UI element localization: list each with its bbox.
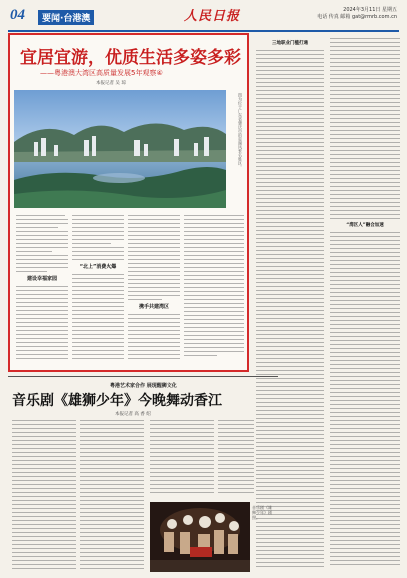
feature-column-4 (184, 215, 244, 367)
feature-column-1 (16, 215, 68, 367)
feature-subhead-1: 建设幸福家园 (26, 276, 57, 282)
feature-photo-caption: 图为位于广东省肇庆市的星湖风景名胜区。 (238, 93, 243, 169)
musical-photo-caption: 音乐剧《雄狮少年》剧照。 (252, 505, 272, 520)
feature-subhead-2: “北上”消费火爆 (79, 264, 117, 270)
right-column-1 (256, 38, 324, 568)
feature-photo (14, 90, 226, 208)
bottom-kicker: 粤港艺术家合作 展现醒狮文化 (110, 383, 177, 389)
stage-performance-image (150, 502, 250, 572)
bottom-byline: 本报记者 高 香 绍 (115, 412, 151, 417)
musical-stage-photo (150, 502, 250, 572)
right-subhead-1: 三地职业门槛打通 (272, 41, 308, 46)
feature-subtitle: ——粤港澳大湾区高质量发展5年观察④ (40, 69, 163, 77)
masthead (8, 4, 399, 32)
feature-title: 宜居宜游，优质生活多姿多彩 (20, 48, 241, 68)
bottom-column-4 (218, 420, 254, 498)
feature-column-2 (72, 215, 124, 367)
right-column-2 (330, 38, 400, 568)
right-subhead-2: “湾区人”融合加速 (346, 223, 384, 228)
feature-column-3 (128, 215, 180, 367)
lake-cityscape-image (14, 90, 226, 208)
bottom-column-3 (150, 420, 214, 498)
feature-subhead-3: 携手共建湾区 (138, 304, 169, 310)
date-line: 2024年3月11日 星期五 (343, 7, 397, 13)
feature-article[interactable] (8, 33, 249, 372)
info-line: 电话 传真 邮箱 gat@rmrb.com.cn (317, 14, 397, 20)
section-divider (8, 376, 278, 377)
feature-byline: 本报记者 吴 琼 (96, 81, 126, 86)
bottom-column-1 (12, 420, 76, 572)
bottom-column-2 (80, 420, 144, 572)
bottom-headline[interactable]: 音乐剧《雄狮少年》今晚舞动香江 (12, 393, 222, 409)
masthead-meta (317, 7, 397, 21)
page-number: 04 (10, 7, 25, 23)
section-tab[interactable]: 要闻·台港澳 (38, 10, 94, 25)
newspaper-logo: 人民日报 (184, 9, 241, 24)
